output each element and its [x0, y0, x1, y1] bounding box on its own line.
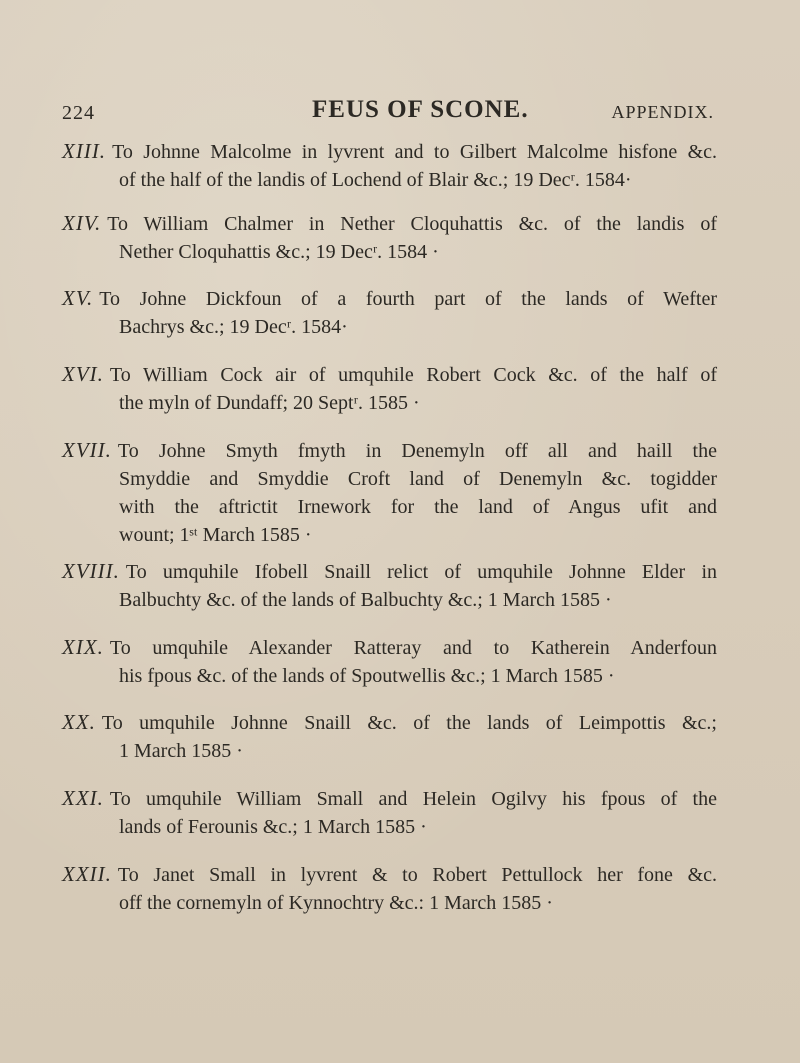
- entry-numeral: XIX.: [62, 635, 104, 659]
- entry-numeral: XXI.: [62, 786, 104, 810]
- entry-line: [62, 284, 717, 313]
- page-header: [62, 96, 714, 130]
- entry-numeral: XVI.: [62, 362, 104, 386]
- entry-line: with the aftrictit Irnework for the land of Angus ufit and: [119, 496, 717, 518]
- entry-xviii: [62, 557, 717, 614]
- entry-text: To Johne Dickfoun of a fourth part of the lands of Wefter: [99, 288, 717, 310]
- entry-xiv: [62, 209, 717, 266]
- entry-xix: [62, 633, 717, 690]
- entry-line: lands of Ferounis &c.; 1 March 1585 ·: [119, 816, 427, 838]
- entry-xxi: [62, 784, 717, 841]
- entry-line: his fpous &c. of the lands of Spoutwellis &c.; 1 March 1585 ·: [119, 665, 615, 687]
- entry-xv: [62, 284, 717, 341]
- entry-line: Balbuchty &c. of the lands of Balbuchty &c.; 1 March 1585 ·: [119, 589, 612, 611]
- entry-text: To Johne Smyth fmyth in Denemyln off all and haill the: [117, 440, 717, 462]
- entry-line: [62, 708, 717, 737]
- entry-numeral: XIV.: [62, 211, 102, 235]
- entry-text: To Janet Small in lyvrent & to Robert Pettullock her fone &c.: [117, 864, 717, 886]
- entry-numeral: XIII.: [62, 139, 107, 163]
- entry-numeral: XX.: [62, 710, 96, 734]
- entry-xvii: [62, 436, 717, 549]
- entry-line: [62, 209, 717, 238]
- entry-line: 1 March 1585 ·: [119, 740, 243, 762]
- entry-numeral: XXII.: [62, 862, 112, 886]
- entry-text: To William Cock air of umquhile Robert Cock &c. of the half of: [109, 364, 717, 386]
- entry-line: [62, 860, 717, 889]
- entry-text: To umquhile Johnne Snaill &c. of the lands of Leimpottis &c.;: [101, 712, 717, 734]
- entry-line: [62, 436, 717, 465]
- entry-line: Bachrys &c.; 19 Decʳ. 1584·: [119, 316, 348, 338]
- entry-line: off the cornemyln of Kynnochtry &c.: 1 March 1585 ·: [119, 892, 553, 914]
- entry-line: [62, 557, 717, 586]
- entry-line: of the half of the landis of Lochend of Blair &c.; 19 Decʳ. 1584·: [119, 169, 632, 191]
- section-label: APPENDIX.: [611, 102, 714, 122]
- entry-xvi: [62, 360, 717, 417]
- entry-text: To Johnne Malcolme in lyvrent and to Gilbert Malcolme hisfone &c.: [112, 141, 717, 163]
- entry-text: To umquhile Alexander Ratteray and to Katherein Anderfoun: [109, 637, 717, 659]
- entry-text: To umquhile William Small and Helein Ogilvy his fpous of the: [109, 788, 717, 810]
- entry-xiii: [62, 137, 717, 194]
- entry-line: the myln of Dundaff; 20 Septʳ. 1585 ·: [119, 392, 420, 414]
- entry-numeral: XVII.: [62, 438, 112, 462]
- page-number: 224: [62, 102, 95, 124]
- entry-text: To umquhile Ifobell Snaill relict of umquhile Johnne Elder in: [125, 561, 717, 583]
- entry-line: Nether Cloquhattis &c.; 19 Decʳ. 1584 ·: [119, 241, 439, 263]
- entry-xxii: [62, 860, 717, 917]
- entry-line: [62, 784, 717, 813]
- entry-numeral: XVIII.: [62, 559, 120, 583]
- entry-text: To William Chalmer in Nether Cloquhattis &c. of the landis of: [107, 213, 717, 235]
- entry-line: wount; 1ˢᵗ March 1585 ·: [119, 524, 312, 546]
- entry-line: [62, 360, 717, 389]
- entry-line: [62, 633, 717, 662]
- entry-line: Smyddie and Smyddie Croft land of Denemyln &c. togidder: [119, 468, 717, 490]
- entry-xx: [62, 708, 717, 765]
- entry-numeral: XV.: [62, 286, 94, 310]
- entry-line: [62, 137, 717, 166]
- running-title: FEUS OF SCONE.: [312, 96, 529, 123]
